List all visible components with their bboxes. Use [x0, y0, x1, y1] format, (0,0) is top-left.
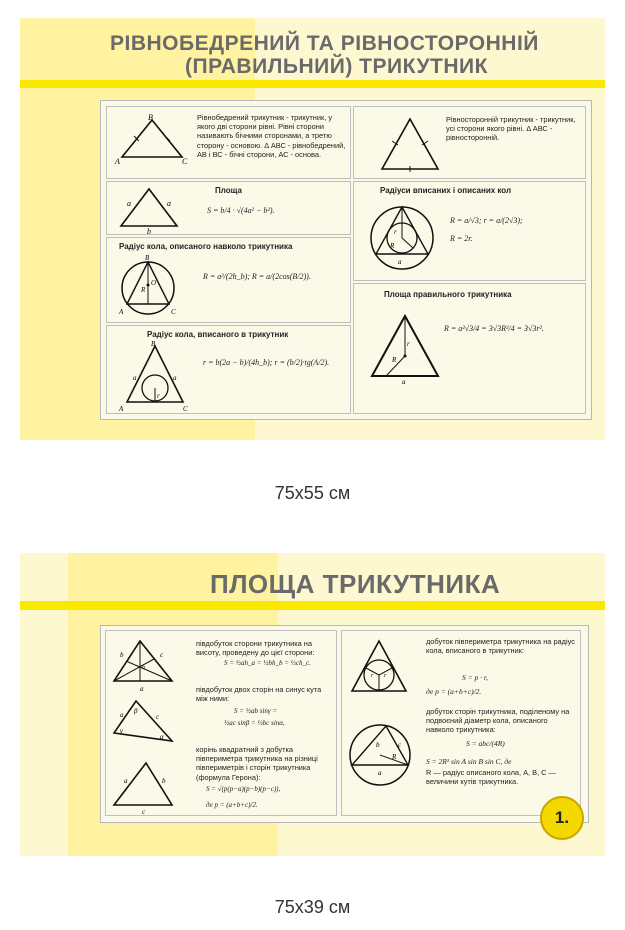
circumcircle-figure: [346, 717, 416, 791]
svg-text:R: R: [390, 242, 395, 250]
svg-text:C: C: [182, 157, 188, 166]
board-2-size-caption: 75x39 см: [274, 897, 351, 917]
method-2-text: півдобуток двох сторін на синус кута між ними:: [196, 685, 322, 704]
circumscribed-circle-figure: [115, 252, 185, 320]
svg-text:A: A: [119, 308, 124, 316]
svg-text:b: b: [120, 651, 124, 659]
regular-area-heading: Площа правильного трикутника: [384, 290, 512, 299]
inscribed-circle-figure: [115, 340, 195, 414]
board-title: ПЛОЩА ТРИКУТНИКА: [210, 569, 501, 599]
method-7-text: R — радіус описаного кола, A, B, C — величини кутів трикутника.: [426, 768, 556, 787]
svg-text:A: A: [119, 405, 124, 413]
heron-triangle-figure: [110, 757, 176, 815]
svg-text:γ: γ: [120, 727, 123, 735]
svg-text:a: a: [173, 374, 177, 382]
accent-band: [20, 601, 605, 610]
angles-triangle-figure: [110, 695, 176, 751]
svg-text:r: r: [157, 392, 160, 400]
semiperimeter-formula: де p = (a+b+c)/2.: [206, 801, 258, 809]
svg-text:a: a: [124, 777, 128, 785]
radii-cell: [353, 181, 586, 281]
svg-text:a: a: [133, 374, 137, 382]
page-number-badge: 1.: [540, 796, 584, 840]
svg-text:b: b: [147, 227, 151, 234]
inradius-heading: Радіус кола, вписаного в трикутник: [147, 330, 289, 339]
equilateral-triangle-figure: [376, 111, 446, 175]
svg-text:c: c: [156, 713, 160, 721]
svg-text:b: b: [162, 777, 166, 785]
stand-board-2: [20, 553, 605, 856]
isosceles-triangle-figure: [112, 112, 192, 172]
svg-text:A: A: [115, 157, 120, 166]
method-3-text: корінь квадратний з добутка півпериметра трикутника на різниці півпериметрів і сторін трикутника (формула Герона):: [196, 745, 318, 782]
svg-text:r: r: [371, 673, 374, 679]
svg-text:R: R: [141, 286, 146, 294]
method-5-semiperimeter: де p = (a+b+c)/2.: [426, 687, 482, 696]
svg-text:B: B: [145, 254, 150, 262]
inradius-cell: [106, 325, 351, 414]
svg-text:β: β: [134, 707, 138, 715]
svg-text:R: R: [392, 753, 397, 761]
area-methods-left: [105, 630, 337, 816]
regular-area-cell: [353, 283, 586, 414]
regular-area-formula: R = a²√3/4 = 3√3R²/4 = 3√3r².: [444, 324, 544, 333]
inradius-formula: r = b(2a − b)/(4h_b); r = (b/2)·tg(A/2).: [203, 358, 330, 367]
svg-text:a: a: [120, 711, 124, 719]
circumradius-cell: [106, 237, 351, 323]
svg-text:c: c: [398, 741, 402, 749]
svg-text:O: O: [151, 279, 157, 287]
heights-triangle-figure: [110, 635, 176, 693]
area-triangle-figure: [115, 184, 185, 234]
svg-text:a: a: [402, 378, 406, 384]
content-panel: [100, 100, 592, 420]
board-title-line-2: (ПРАВИЛЬНИЙ) ТРИКУТНИК: [185, 55, 488, 78]
method-5-text: добуток півпериметра трикутника на радіус кола, вписаного в трикутник:: [426, 637, 575, 656]
accent-band: [20, 80, 605, 88]
area-heading: Площа: [215, 186, 242, 195]
svg-text:a: a: [398, 258, 402, 266]
regular-area-figure: [364, 306, 444, 384]
equilateral-definition-text: Рівносторонній трикутник - трикутник, усі сторони якого рівні. Δ АВС - рівносторонній.: [446, 115, 576, 143]
incircle-figure: [346, 635, 412, 697]
svg-text:a: a: [127, 199, 131, 208]
area-methods-right: [341, 630, 581, 816]
isosceles-definition-text: Рівнобедрений трикутник - трикутник, у якого дві сторони рівні. Рівні сторони називають бічними сторонами, а третю сторону - основою. Δ АВС - рівнобедрений, АВ і ВС - бічні сторони, АС - основа.: [197, 113, 346, 159]
content-panel: [100, 625, 589, 823]
svg-text:a: a: [140, 685, 144, 693]
svg-text:c: c: [160, 651, 164, 659]
method-1-formula: S = ½ah_a = ½bh_b = ½ch_c.: [224, 659, 311, 667]
circumradius-formula: R = a²/(2h_b); R = a/(2cos(B/2)).: [203, 272, 311, 281]
svg-text:b: b: [376, 741, 380, 749]
stand-board-1: [20, 18, 605, 440]
isosceles-definition-cell: [106, 106, 351, 179]
radii-figure: [368, 198, 438, 274]
equilateral-definition-cell: [353, 106, 586, 179]
method-7-formula: S = 2R² sin A sin B sin C, де: [426, 757, 512, 766]
svg-text:α: α: [160, 733, 164, 741]
method-2-formula-a: S = ½ab sinγ =: [234, 707, 278, 715]
svg-text:B: B: [151, 340, 156, 348]
method-3-formula: S = √(p(p−a)(p−b)(p−c)),: [206, 785, 281, 793]
radii-formula-2: R = 2r.: [450, 234, 473, 243]
method-5-formula: S = p · r,: [462, 673, 488, 682]
svg-text:c: c: [142, 808, 146, 815]
svg-text:h: h: [142, 665, 145, 671]
circumradius-heading: Радіус кола, описаного навколо трикутника: [119, 242, 293, 251]
svg-text:r: r: [384, 673, 387, 679]
radii-heading: Радіуси вписаних і описаних кол: [380, 186, 512, 195]
board-1-size-caption: 75x55 см: [274, 483, 351, 503]
svg-text:a: a: [167, 199, 171, 208]
svg-text:R: R: [392, 356, 397, 364]
area-formula: S = b/4 · √(4a² − b²).: [207, 206, 275, 215]
svg-text:C: C: [183, 405, 188, 413]
method-6-formula: S = abc/(4R): [466, 739, 505, 748]
svg-text:B: B: [148, 113, 153, 122]
svg-text:C: C: [171, 308, 176, 316]
svg-text:a: a: [378, 769, 382, 777]
svg-text:r: r: [394, 228, 397, 236]
method-6-text: добуток сторін трикутника, поділеному на подвоєний діаметр кола, описаного навколо трикутника:: [426, 707, 570, 735]
svg-text:r: r: [407, 340, 410, 348]
board-title-line-1: РІВНОБЕДРЕНИЙ ТА РІВНОСТОРОННІЙ: [110, 32, 539, 55]
area-cell: [106, 181, 351, 235]
method-1-text: півдобуток сторони трикутника на висоту, проведену до цієї сторони:: [196, 639, 315, 658]
radii-formula-1: R = a/√3; r = a/(2√3);: [450, 216, 523, 225]
method-2-formula-b: ½ac sinβ = ½bc sinα,: [224, 719, 285, 727]
